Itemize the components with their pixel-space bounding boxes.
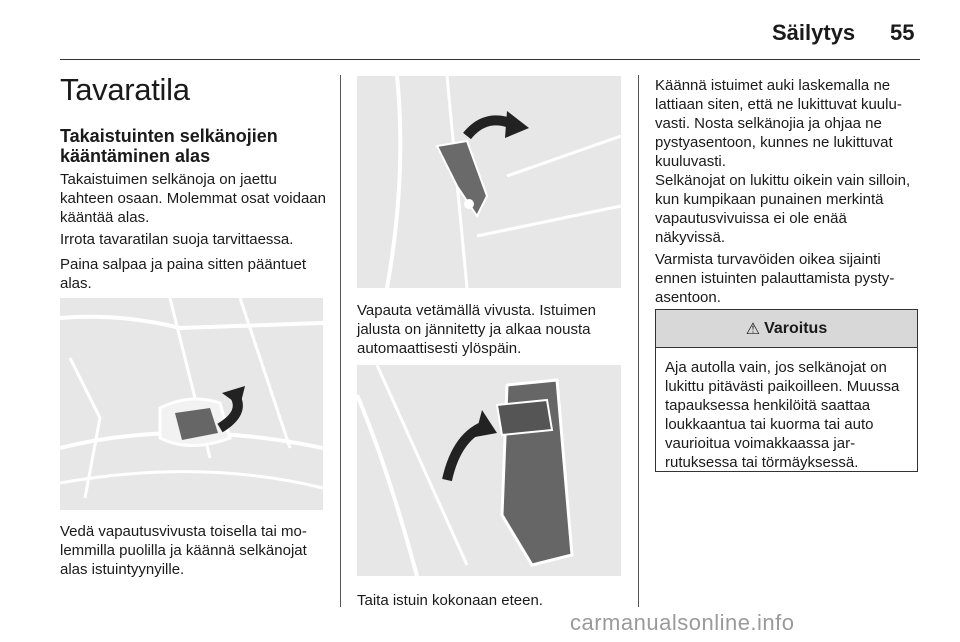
col1-paragraph-2: Irrota tavaratilan suoja tarvittaessa. <box>60 231 294 248</box>
col1-paragraph-1: Takaistuimen selkänoja on jaettu kahteen osaan. Molemmat osat voidaan kääntää alas. <box>60 171 326 226</box>
column-separator-1 <box>340 75 341 607</box>
column-separator-2 <box>638 75 639 607</box>
warning-label: Varoitus <box>764 319 828 337</box>
figure-folded-seat <box>357 365 621 576</box>
col2-paragraph-2: Taita istuin kokonaan eteen. <box>357 592 543 609</box>
col1-paragraph-4: Vedä vapautusvivusta toisella tai molemmilla puolilla ja käännä selkänojat alas istuintyynyille. <box>60 523 307 578</box>
col3-paragraph-1: Käännä istuimet auki laskemalla ne lattiaan siten, että ne lukittuvat kuuluvasti. Nosta selkänojia ja ohjaa ne pystyasentoon, kunnes ne lukittuvat kuuluvasti. <box>655 77 902 170</box>
figure-headrest-latch <box>60 298 323 510</box>
section-title: Tavaratila <box>60 72 190 107</box>
warning-box <box>655 309 918 472</box>
figure-release-lever <box>357 76 621 288</box>
warning-header <box>656 310 917 348</box>
col1-paragraph-3: Paina salpaa ja paina sitten pääntuet alas. <box>60 256 307 292</box>
page-header-title: Säilytys <box>772 20 856 45</box>
warning-text: Aja autolla vain, jos selkänojat on lukittu pitävästi paikoilleen. Muussa tapauksessa henkilöitä saattaa loukkaantua tai kuorma tai auto vaurioitua voimakkaassa jarrutuksessa tai törmäyksessä. <box>665 359 900 471</box>
col2-paragraph-1: Vapauta vetämällä vivusta. Istuimen jalusta on jännitetty ja alkaa nousta automaattisesti ylöspäin. <box>357 302 597 357</box>
header-rule <box>60 59 920 60</box>
warning-triangle-icon: ⚠ <box>745 320 761 338</box>
col3-paragraph-2: Selkänojat on lukittu oikein vain silloin, kun kumpikaan punainen merkintä vapautusvivuissa ei ole enää näkyvissä. <box>655 172 911 246</box>
watermark: carmanualsonline.info <box>570 610 795 635</box>
col3-paragraph-3: Varmista turvavöiden oikea sijainti ennen istuinten palauttamista pystyasentoon. <box>655 251 895 306</box>
subsection-title: Takaistuinten selkänojien kääntäminen alas <box>60 126 278 166</box>
page-number: 55 <box>890 20 915 45</box>
